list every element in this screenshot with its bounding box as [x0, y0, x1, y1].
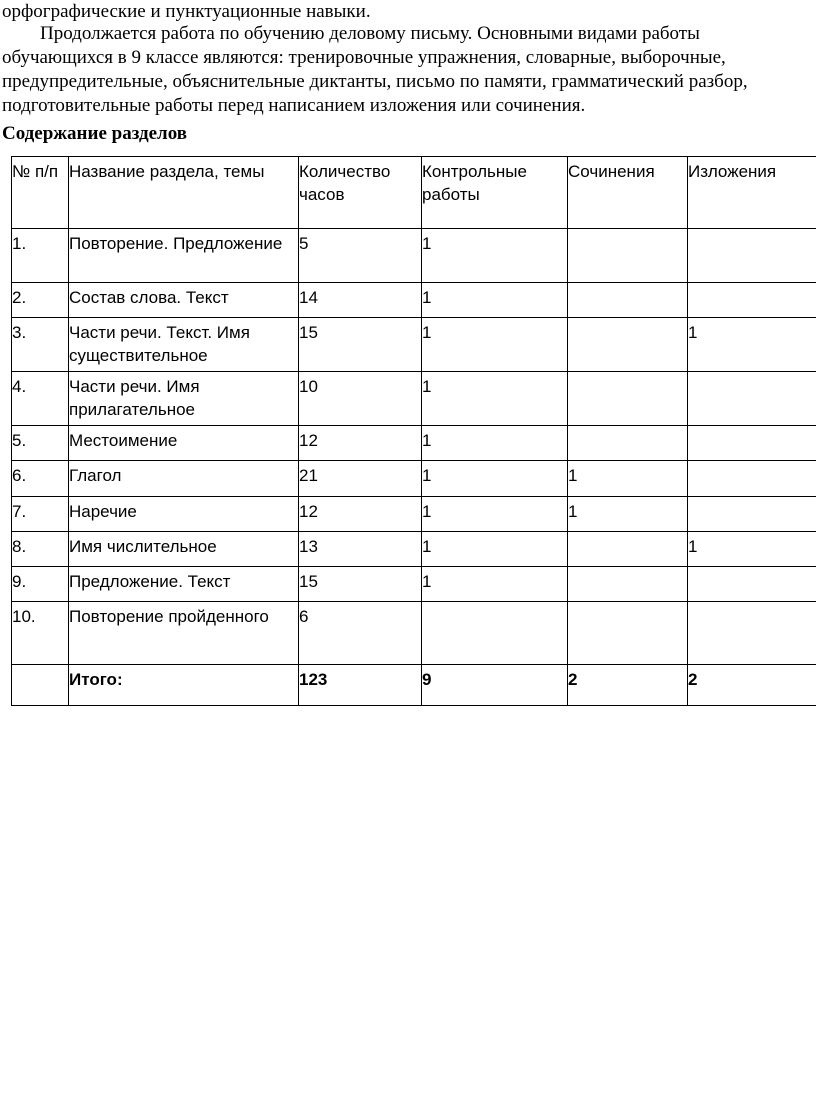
cell-expositions: 1 — [688, 318, 816, 372]
cell-tests: 1 — [422, 461, 568, 497]
cell-essays: 1 — [568, 497, 688, 532]
cell-essays — [568, 532, 688, 567]
cell-expositions — [688, 497, 816, 532]
cell-essays — [568, 372, 688, 426]
cell-hours: 6 — [299, 602, 422, 665]
table-row — [12, 532, 816, 567]
table-row — [12, 426, 816, 461]
header-expositions: Изложения — [688, 157, 816, 229]
header-tests: Контрольные работы — [422, 157, 568, 229]
cell-name: Имя числительное — [69, 532, 299, 567]
section-heading: Содержание разделов — [2, 123, 187, 144]
cell-expositions — [688, 372, 816, 426]
intro-paragraph: Продолжается работа по обучению деловому письму. Основными видами работы обучающихся в 9 классе являются: тренировочные упражнения, словарные, выборочные, предупредительные, объяснительные диктанты, письмо по памяти, грамматический разбор, подготовительные работы перед написанием изложения или сочинения. — [2, 23, 748, 116]
cell-essays — [568, 567, 688, 602]
cell-tests: 1 — [422, 372, 568, 426]
cell-name: Состав слова. Текст — [69, 283, 299, 318]
table-row — [12, 229, 816, 283]
cell-essays: 1 — [568, 461, 688, 497]
cell-essays — [568, 229, 688, 283]
cell-expositions — [688, 461, 816, 497]
intro-line-top: орфографические и пунктуационные навыки. — [2, 1, 371, 22]
cell-expositions — [688, 602, 816, 665]
cell-tests: 1 — [422, 318, 568, 372]
cell-num: 8. — [12, 532, 69, 567]
cell-num: 4. — [12, 372, 69, 426]
cell-name: Части речи. Имя прилагательное — [69, 372, 299, 426]
cell-hours: 10 — [299, 372, 422, 426]
total-hours: 123 — [299, 665, 422, 706]
cell-essays — [568, 318, 688, 372]
header-essays: Сочинения — [568, 157, 688, 229]
cell-expositions — [688, 426, 816, 461]
total-label: Итого: — [69, 665, 299, 706]
cell-tests — [422, 602, 568, 665]
table-header-row — [12, 157, 816, 229]
cell-expositions — [688, 283, 816, 318]
cell-expositions — [688, 567, 816, 602]
cell-tests: 1 — [422, 567, 568, 602]
cell-num: 7. — [12, 497, 69, 532]
cell-tests: 1 — [422, 497, 568, 532]
total-essays: 2 — [568, 665, 688, 706]
cell-num: 10. — [12, 602, 69, 665]
cell-essays — [568, 602, 688, 665]
cell-name: Наречие — [69, 497, 299, 532]
cell-tests: 1 — [422, 283, 568, 318]
cell-name: Глагол — [69, 461, 299, 497]
sections-table — [11, 156, 816, 706]
cell-hours: 15 — [299, 567, 422, 602]
cell-name: Части речи. Текст. Имя существительное — [69, 318, 299, 372]
table-row — [12, 318, 816, 372]
cell-hours: 21 — [299, 461, 422, 497]
cell-tests: 1 — [422, 229, 568, 283]
table-row — [12, 372, 816, 426]
cell-hours: 12 — [299, 426, 422, 461]
cell-num: 1. — [12, 229, 69, 283]
cell-num: 5. — [12, 426, 69, 461]
cell-num: 2. — [12, 283, 69, 318]
cell-hours: 13 — [299, 532, 422, 567]
cell-hours: 12 — [299, 497, 422, 532]
cell-name: Местоимение — [69, 426, 299, 461]
cell-expositions: 1 — [688, 532, 816, 567]
table-row — [12, 497, 816, 532]
total-tests: 9 — [422, 665, 568, 706]
header-name: Название раздела, темы — [69, 157, 299, 229]
cell-essays — [568, 426, 688, 461]
cell-expositions — [688, 229, 816, 283]
table-row — [12, 567, 816, 602]
table-row — [12, 283, 816, 318]
cell-num: 6. — [12, 461, 69, 497]
cell-tests: 1 — [422, 532, 568, 567]
cell-hours: 5 — [299, 229, 422, 283]
header-num: № п/п — [12, 157, 69, 229]
cell-name: Предложение. Текст — [69, 567, 299, 602]
cell-hours: 14 — [299, 283, 422, 318]
total-num — [12, 665, 69, 706]
total-expositions: 2 — [688, 665, 816, 706]
cell-hours: 15 — [299, 318, 422, 372]
table-row — [12, 461, 816, 497]
cell-essays — [568, 283, 688, 318]
cell-num: 9. — [12, 567, 69, 602]
table-total-row — [12, 665, 816, 706]
header-hours: Количество часов — [299, 157, 422, 229]
table-row — [12, 602, 816, 665]
cell-num: 3. — [12, 318, 69, 372]
cell-name: Повторение. Предложение — [69, 229, 299, 283]
cell-tests: 1 — [422, 426, 568, 461]
cell-name: Повторение пройденного — [69, 602, 299, 665]
